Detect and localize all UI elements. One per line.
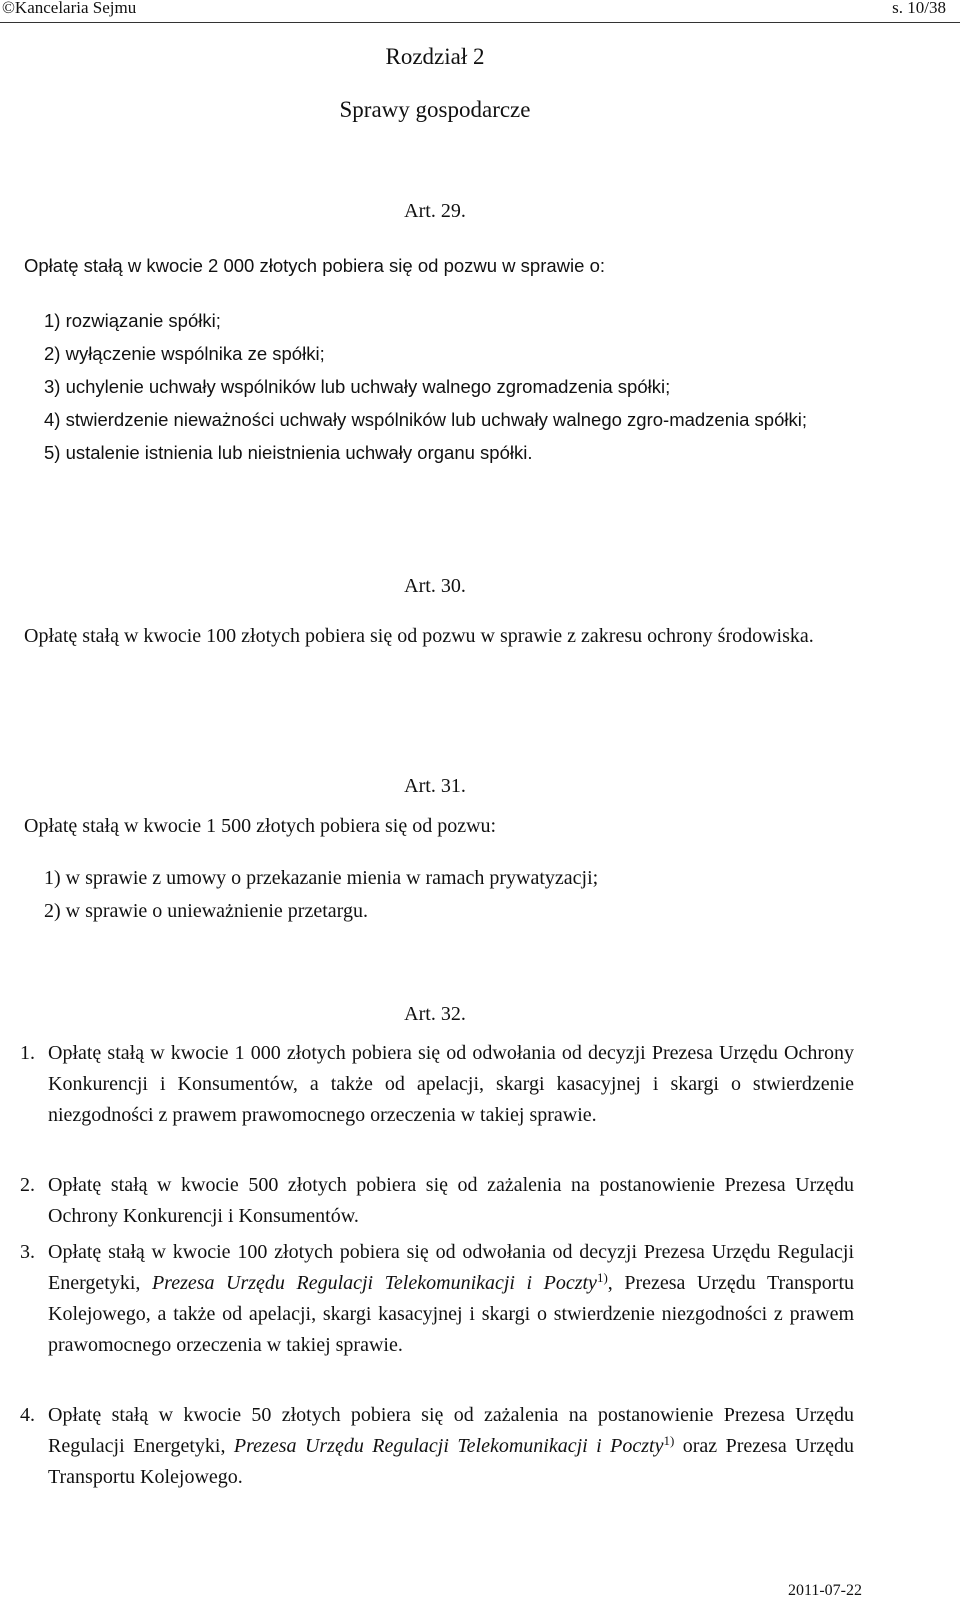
art29-list [44,304,874,469]
header-page-number: s. 10/38 [892,0,946,17]
paragraph-text: oraz Prezesa Urzędu Transportu Kolejowego. [48,1435,854,1488]
art29-intro: Opłatę stałą w kwocie 2 000 złotych pobiera się od pozwu w sprawie o: [24,255,605,276]
paragraph-text: Opłatę stałą w kwocie 1 000 złotych pobiera się od odwołania od decyzji Prezesa Urzędu Ochrony Konkurencji i Konsumentów, a także od apelacji, skargi kasacyjnej i skargi o stwierdzenie niezgodności z prawem prawomocnego orzeczenia w takiej sprawie. [48,1042,854,1126]
chapter-subtitle: Sprawy gospodarcze [339,97,531,122]
page-header [0,0,960,28]
paragraph-number: 4. [20,1404,35,1426]
paragraph-number: 1. [20,1042,35,1064]
footer-date: 2011-07-22 [787,1582,862,1599]
list-item: 3) uchylenie uchwały wspólników lub uchwały walnego zgromadzenia spółki; [44,376,671,397]
art29-heading: Art. 29. [404,200,466,222]
art31-heading: Art. 31. [404,775,466,797]
header-rule [0,22,960,23]
italic-text: Prezesa Urzędu Regulacji Telekomunikacji i Poczty [233,1435,664,1457]
art32-paragraph-1 [20,1038,854,1131]
paragraph-text: Opłatę stałą w kwocie 50 złotych pobiera się od zażalenia na postanowienie Prezesa Urzędu Regulacji Energetyki, [48,1404,854,1457]
list-item: 2) wyłączenie wspólnika ze spółki; [44,343,325,364]
list-item: 1) rozwiązanie spółki; [44,310,221,331]
art31-intro: Opłatę stałą w kwocie 1 500 złotych pobiera się od pozwu: [24,815,497,837]
art32-paragraph-3 [20,1237,855,1361]
art30-heading: Art. 30. [404,575,466,597]
art32-paragraph-4 [20,1400,854,1493]
list-item: 4) stwierdzenie nieważności uchwały wspólników lub uchwały walnego zgro-madzenia spółki; [44,409,807,430]
chapter-title: Rozdział 2 [385,44,485,69]
paragraph-number: 2. [20,1174,35,1196]
art32-heading: Art. 32. [404,1003,466,1025]
paragraph-text: Opłatę stałą w kwocie 500 złotych pobiera się od zażalenia na postanowienie Prezesa Urzędu Ochrony Konkurencji i Konsumentów. [48,1174,854,1227]
header-publisher: ©Kancelaria Sejmu [2,0,137,17]
list-item: 2) w sprawie o unieważnienie przetargu. [44,900,368,922]
paragraph-text: Opłatę stałą w kwocie 100 złotych pobiera się od odwołania od decyzji Prezesa Urzędu Regulacji Energetyki, [48,1241,854,1294]
paragraph-number: 3. [20,1241,35,1263]
footnote-marker: 1) [663,1433,675,1448]
art30-text: Opłatę stałą w kwocie 100 złotych pobiera się od pozwu w sprawie z zakresu ochrony środowiska. [24,625,814,647]
list-item: 5) ustalenie istnienia lub nieistnienia uchwały organu spółki. [44,442,533,463]
paragraph-text: , Prezesa Urzędu Transportu Kolejowego, a także od apelacji, skargi kasacyjnej i skargi o stwierdzenie niezgodności z prawem prawomocnego orzeczenia w takiej sprawie. [48,1272,855,1356]
art32-paragraph-2 [20,1170,854,1232]
italic-text: Prezesa Urzędu Regulacji Telekomunikacji i Poczty [151,1272,597,1294]
art31-list [44,862,874,928]
list-item: 1) w sprawie z umowy o przekazanie mienia w ramach prywatyzacji; [44,867,599,889]
footnote-marker: 1) [596,1270,608,1285]
